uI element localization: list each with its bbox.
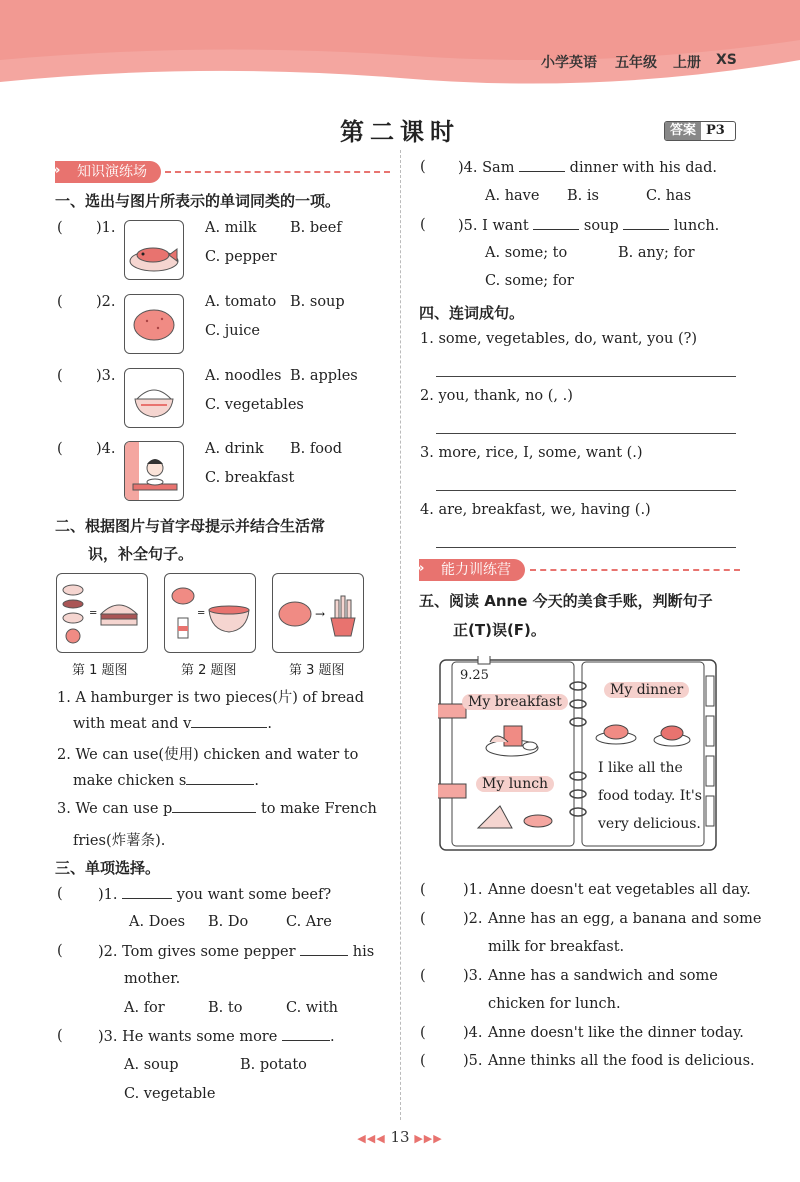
diary-breakfast-label: My breakfast <box>462 694 568 710</box>
section-2-heading-cont: 识，补全句子。 <box>88 545 194 563</box>
banner-ability-line <box>530 569 740 571</box>
s3-q5-a: A. some; to <box>485 245 568 261</box>
page-title: 第二课时 <box>340 118 460 146</box>
s2-q2-line2 <box>73 772 259 789</box>
s2-q2-line1: 2. We can use(使用) chicken and water to <box>57 747 359 763</box>
s3-q3-b: B. potato <box>240 1057 307 1073</box>
banner-knowledge-line <box>165 171 390 173</box>
diary-lunch-label: My lunch <box>476 776 554 792</box>
s4-item-3: 3. more, rice, I, some, want (.) <box>420 445 643 461</box>
s2-q1-blank[interactable] <box>191 715 267 728</box>
s5-q1-num: )1. <box>463 882 483 898</box>
s5-q3-text: Anne has a sandwich and some <box>488 968 718 984</box>
s2-q3-blank[interactable] <box>172 800 256 813</box>
s1-q1-b: B. beef <box>290 220 342 236</box>
banner-knowledge-icon: » <box>52 163 61 178</box>
s3-q3-post: . <box>329 1029 335 1045</box>
s3-q2-c: C. with <box>286 1000 339 1016</box>
s1-q2-num: )2. <box>96 294 116 310</box>
s4-item-2: 2. you, thank, no (, .) <box>420 388 573 404</box>
section-1-heading: 一、选出与图片所表示的单词同类的一项。 <box>55 192 341 210</box>
s3-q1-blank[interactable] <box>122 886 172 899</box>
s1-q3-a: A. noodles <box>205 368 282 384</box>
s1-q3-num: )3. <box>96 368 116 384</box>
s5-q3-num: )3. <box>463 968 483 984</box>
section-3-heading: 三、单项选择。 <box>55 859 161 877</box>
paren: ( <box>420 911 426 927</box>
diary-note-3: very delicious. <box>598 816 701 832</box>
s5-q5-num: )5. <box>463 1053 483 1069</box>
s2-q1-line1: 1. A hamburger is two pieces(片) of bread <box>57 690 364 706</box>
s4-answer-line-4[interactable] <box>436 547 736 548</box>
s5-q1-text: Anne doesn't eat vegetables all day. <box>488 882 751 898</box>
diary-note-2: food today. It's <box>598 788 702 804</box>
s2-q2-end: . <box>254 773 259 789</box>
s3-q4-post: dinner with his dad. <box>569 160 718 176</box>
s3-q4-pre: Sam <box>482 160 515 176</box>
s1-q4-num: )4. <box>96 441 116 457</box>
s5-q5-text: Anne thinks all the food is delicious. <box>488 1053 755 1069</box>
s3-q5-blank2[interactable] <box>623 217 669 230</box>
section-2-heading: 二、根据图片与首字母提示并结合生活常 <box>55 517 326 535</box>
s2-q3-line1 <box>57 800 377 817</box>
next-arrows-icon: ▶▶▶ <box>414 1132 443 1145</box>
s3-q2-pre: Tom gives some pepper <box>122 944 296 960</box>
s4-answer-line-1[interactable] <box>436 376 736 377</box>
s3-q2-line2: mother. <box>124 971 181 987</box>
s3-q1-c: C. Are <box>286 914 332 930</box>
s1-q1-c: C. pepper <box>205 249 277 265</box>
diary-note-1: I like all the <box>598 760 683 776</box>
s3-q2-post: his <box>352 944 375 960</box>
banner-ability: 能力训练营 <box>419 559 525 581</box>
answer-tag-label: 答案 <box>665 122 701 140</box>
section-5-heading-cont: 正(T)误(F)。 <box>453 621 546 639</box>
caption-3: 第 3 题图 <box>289 663 345 678</box>
paren: ( <box>57 441 63 457</box>
section-4-heading: 四、连词成句。 <box>419 304 525 322</box>
header-band <box>0 0 800 95</box>
s3-q5-c: C. some; for <box>485 273 574 289</box>
s4-answer-line-3[interactable] <box>436 490 736 491</box>
rice-bowl-picture <box>124 368 184 428</box>
paren: ( <box>420 968 426 984</box>
s1-q2-c: C. juice <box>205 323 260 339</box>
s2-q1-line2 <box>73 715 272 732</box>
answer-tag-page: P3 <box>706 123 725 138</box>
s3-q5-line <box>458 217 719 234</box>
s3-q5-post: lunch. <box>673 218 720 234</box>
s3-q3-c: C. vegetable <box>124 1086 216 1102</box>
s3-q2-b: B. to <box>208 1000 243 1016</box>
s1-q4-a: A. drink <box>205 441 264 457</box>
s1-q4-c: C. breakfast <box>205 470 295 486</box>
header-volume: 上册 <box>673 55 701 71</box>
header-edition: XS <box>716 52 737 68</box>
s3-q4-num: )4. <box>458 160 478 176</box>
s4-answer-line-2[interactable] <box>436 433 736 434</box>
s3-q5-blank1[interactable] <box>533 217 579 230</box>
s3-q3-num: )3. <box>98 1029 118 1045</box>
potato-picture <box>124 294 184 354</box>
s3-q3-line <box>98 1028 335 1045</box>
paren: ( <box>420 1053 426 1069</box>
s2-q3-rest: to make French <box>260 801 377 817</box>
s3-q4-a: A. have <box>485 188 540 204</box>
s1-q3-c: C. vegetables <box>205 397 304 413</box>
diary-date: 9.25 <box>460 668 489 683</box>
page-number: 13 <box>390 1128 410 1146</box>
s3-q1-num: )1. <box>98 887 118 903</box>
s5-q2-text: Anne has an egg, a banana and some <box>488 911 762 927</box>
paren: ( <box>57 368 63 384</box>
s3-q4-blank[interactable] <box>519 159 565 172</box>
s2-q3-line2: fries(炸薯条). <box>73 833 166 849</box>
svg-text:→: → <box>315 607 326 621</box>
s2-q1-text: with meat and v <box>73 716 192 732</box>
s5-q4-text: Anne doesn't like the dinner today. <box>488 1025 744 1041</box>
s3-q2-line <box>98 943 374 960</box>
section-5-heading: 五、阅读 Anne 今天的美食手账，判断句子 <box>419 592 713 610</box>
s3-q1-a: A. Does <box>129 914 186 930</box>
header-grade: 五年级 <box>615 55 657 71</box>
paren: ( <box>57 220 63 236</box>
s3-q5-mid: soup <box>583 218 619 234</box>
food-diary <box>438 656 720 852</box>
s3-q1-b: B. Do <box>208 914 249 930</box>
caption-2: 第 2 题图 <box>181 663 237 678</box>
chicken-soup-picture <box>164 573 256 653</box>
header-subject: 小学英语 <box>541 55 597 71</box>
caption-1: 第 1 题图 <box>72 663 128 678</box>
s5-q3-text-cont: chicken for lunch. <box>488 996 621 1012</box>
paren: ( <box>420 159 426 175</box>
paren: ( <box>420 217 426 233</box>
s3-q2-blank[interactable] <box>300 943 348 956</box>
paren: ( <box>420 882 426 898</box>
s1-q3-b: B. apples <box>290 368 358 384</box>
fish-dish-picture <box>124 220 184 280</box>
s3-q4-c: C. has <box>646 188 692 204</box>
paren: ( <box>57 943 63 959</box>
s3-q5-pre: I want <box>482 218 529 234</box>
s3-q2-a: A. for <box>124 1000 165 1016</box>
s2-q2-text: make chicken s <box>73 773 187 789</box>
s1-q4-b: B. food <box>290 441 342 457</box>
s3-q4-line <box>458 159 717 176</box>
s5-q2-num: )2. <box>463 911 483 927</box>
s3-q5-b: B. any; for <box>618 245 695 261</box>
s2-q2-blank[interactable] <box>186 772 254 785</box>
girl-eating-picture <box>124 441 184 501</box>
banner-ability-icon: » <box>416 561 425 576</box>
s2-q1-end: . <box>267 716 272 732</box>
page-footer <box>330 1128 470 1146</box>
answer-tag[interactable] <box>664 121 736 141</box>
s4-item-1: 1. some, vegetables, do, want, you (?) <box>420 331 698 347</box>
s3-q5-num: )5. <box>458 218 478 234</box>
s1-q2-a: A. tomato <box>205 294 277 310</box>
column-divider <box>400 150 401 1120</box>
potato-fries-picture <box>272 573 364 653</box>
s1-q1-num: )1. <box>96 220 116 236</box>
hamburger-picture <box>56 573 148 653</box>
paren: ( <box>57 294 63 310</box>
diary-dinner-label: My dinner <box>604 682 689 698</box>
paren: ( <box>420 1025 426 1041</box>
s1-q1-a: A. milk <box>205 220 257 236</box>
s3-q2-num: )2. <box>98 944 118 960</box>
s3-q4-b: B. is <box>567 188 599 204</box>
svg-text:=: = <box>197 608 206 619</box>
s5-q4-num: )4. <box>463 1025 483 1041</box>
s1-q2-b: B. soup <box>290 294 345 310</box>
s3-q1-line <box>98 886 331 903</box>
s3-q3-pre: He wants some more <box>122 1029 278 1045</box>
s3-q3-blank[interactable] <box>282 1028 330 1041</box>
s5-q2-text-cont: milk for breakfast. <box>488 939 625 955</box>
paren: ( <box>57 1028 63 1044</box>
s2-q3-text: 3. We can use p <box>57 801 173 817</box>
svg-text:=: = <box>89 608 98 619</box>
s4-item-4: 4. are, breakfast, we, having (.) <box>420 502 651 518</box>
prev-arrows-icon: ◀◀◀ <box>357 1132 386 1145</box>
paren: ( <box>57 886 63 902</box>
banner-knowledge: 知识演练场 <box>55 161 161 183</box>
s3-q3-a: A. soup <box>124 1057 179 1073</box>
s3-q1-text: you want some beef? <box>176 887 332 903</box>
